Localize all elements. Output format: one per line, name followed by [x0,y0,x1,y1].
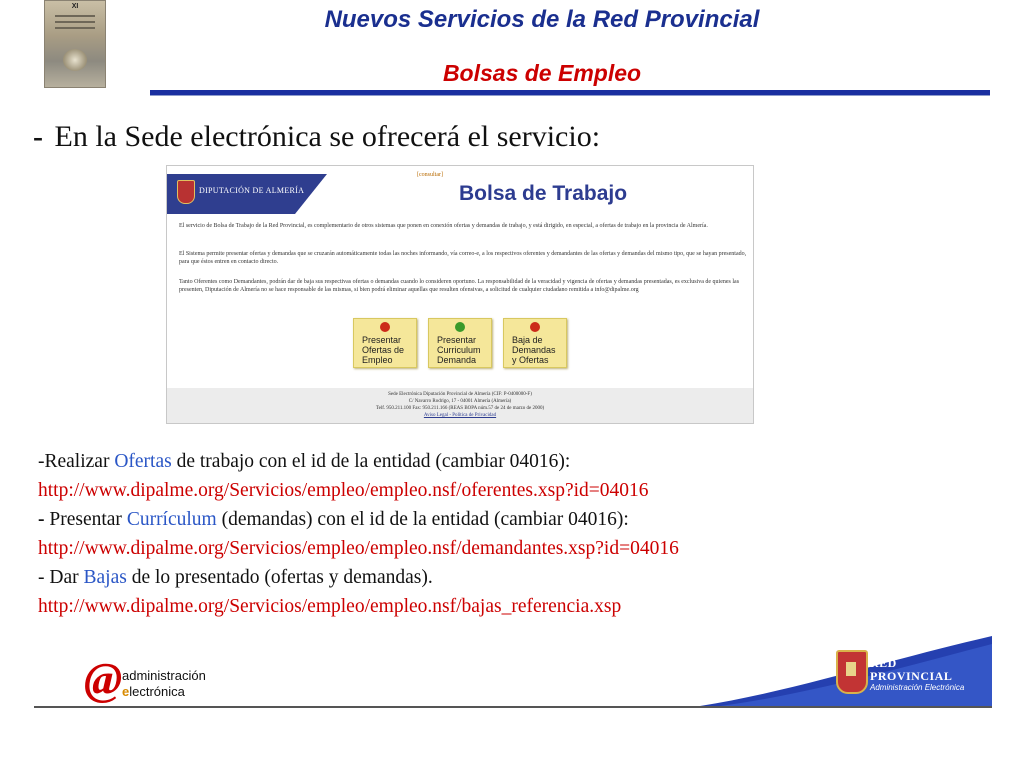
admin-logo-line1: administración [122,668,206,683]
item-bullet: - [38,509,45,530]
bolsa-trabajo-screenshot [166,165,754,424]
item-text: -Realizar [38,451,115,472]
url-bajas-link[interactable]: http://www.dipalme.org/Servicios/empleo/empleo.nsf/bajas_referencia.xsp [38,596,622,617]
item-text: Presentar [44,509,127,530]
poster-label: XI [71,3,79,10]
footer-divider [34,706,992,708]
baja-demandas-button[interactable] [503,318,567,368]
coat-of-arms-icon [177,180,195,204]
red-logo-line1: RED [870,656,897,670]
red-logo-line2: PROVINCIAL [870,669,953,683]
org-name: DIPUTACIÓN DE ALMERÍA [199,186,305,195]
red-logo-line3: Administración Electrónica [870,683,965,692]
slide-title: Nuevos Servicios de la Red Provincial [324,6,760,33]
red-provincial-logo [836,650,992,702]
item-text: - Dar [38,567,84,588]
admin-logo-line2 [122,684,185,699]
button-line: Presentar [437,335,477,345]
slide-subtitle: Bolsas de Empleo [442,60,642,86]
list-item-bajas [38,563,679,592]
green-dot-icon [455,322,465,332]
heading-bullet: - [33,120,43,153]
item-text: de trabajo con el id de la entidad (cambiar 04016): [171,451,571,472]
service-list [38,447,679,621]
administracion-electronica-logo [84,653,234,706]
button-line: Demandas [512,345,556,355]
button-line: Empleo [362,355,393,365]
admin-logo-rest: lectrónica [129,684,185,699]
button-line: Presentar [362,335,402,345]
button-line: Ofertas de [362,345,405,355]
button-line: y Ofertas [512,355,549,365]
section-heading [33,120,600,154]
item-text: (demandas) con el id de la entidad (cambiar 04016): [216,509,629,530]
screenshot-footer [167,388,753,423]
intro-paragraph: El servicio de Bolsa de Trabajo de la Red Provincial, es complementario de otros sistemas que ponen en conexión ofertas y demandas de trabajo, y está dirigido, en especial, a ofertas de trabajo en la provincia de Almería. [179,223,708,229]
heading-text: En la Sede electrónica se ofrecerá el servicio: [54,120,601,153]
button-line: Curriculum [437,345,481,355]
footer-line: C/ Navarro Rodrigo, 17 - 04001 Almería (Almería) [408,399,512,404]
system-paragraph: El Sistema permite presentar ofertas y demandas que se cruzarán automáticamente todas las noches informando, vía correo-e, a los respectivos oferentes y demandantes de las ofertas y demandas del mismo tipo, que se hayan presentado, para que éstos entren en contacto directo. [179,251,747,265]
list-item-ofertas [38,447,679,476]
at-sign-icon: @ [84,653,123,704]
list-item-curriculum [38,505,679,534]
bolsa-title: Bolsa de Trabajo [459,182,628,205]
footer-line: Telf. 950.211.100 Fax: 950.211.166 (REAS BOPA núm.57 de 24 de marzo de 2000) [375,406,545,411]
consult-tag: [consultar] [417,172,443,178]
item-highlight: Ofertas [114,451,172,472]
legal-links[interactable]: Aviso Legal - Política de Privacidad [423,413,497,418]
url-demandantes-link[interactable]: http://www.dipalme.org/Servicios/empleo/empleo.nsf/demandantes.xsp?id=04016 [38,538,679,559]
red-dot-icon [380,322,390,332]
e-letter: e [122,684,130,699]
item-highlight: Bajas [83,567,127,588]
footer-line: Sede Electrónica Diputación Provincial de Almería (CIF: P-0400000-F) [388,392,532,397]
button-line: Baja de [512,335,543,345]
url-ofertas-link[interactable]: http://www.dipalme.org/Servicios/empleo/empleo.nsf/oferentes.xsp?id=04016 [38,480,649,501]
responsibility-paragraph: Tanto Oferentes como Demandantes, podrán dar de baja sus respectivas ofertas o demandas cuando lo consideren oportuno. La responsabilidad de la veracidad y vigencia de ofertas y demandas presentadas, es exclusiva de quienes las presenten, Diputación de Almería no se hace responsable de las mismas, si bien podrá eliminar aquellas que resulten ofensivas, a solicitud de cualquier ciudadano remitida a info@dipalme.org [179,279,740,293]
presentar-curriculum-button[interactable] [428,318,492,368]
coat-of-arms-icon [836,650,868,694]
button-line: Demanda [437,355,477,365]
item-text: de lo presentado (ofertas y demandas). [126,567,433,588]
presentar-ofertas-button[interactable] [353,318,417,368]
item-highlight: Currículum [126,509,217,530]
title-divider-shadow [150,95,990,96]
red-dot-icon [530,322,540,332]
